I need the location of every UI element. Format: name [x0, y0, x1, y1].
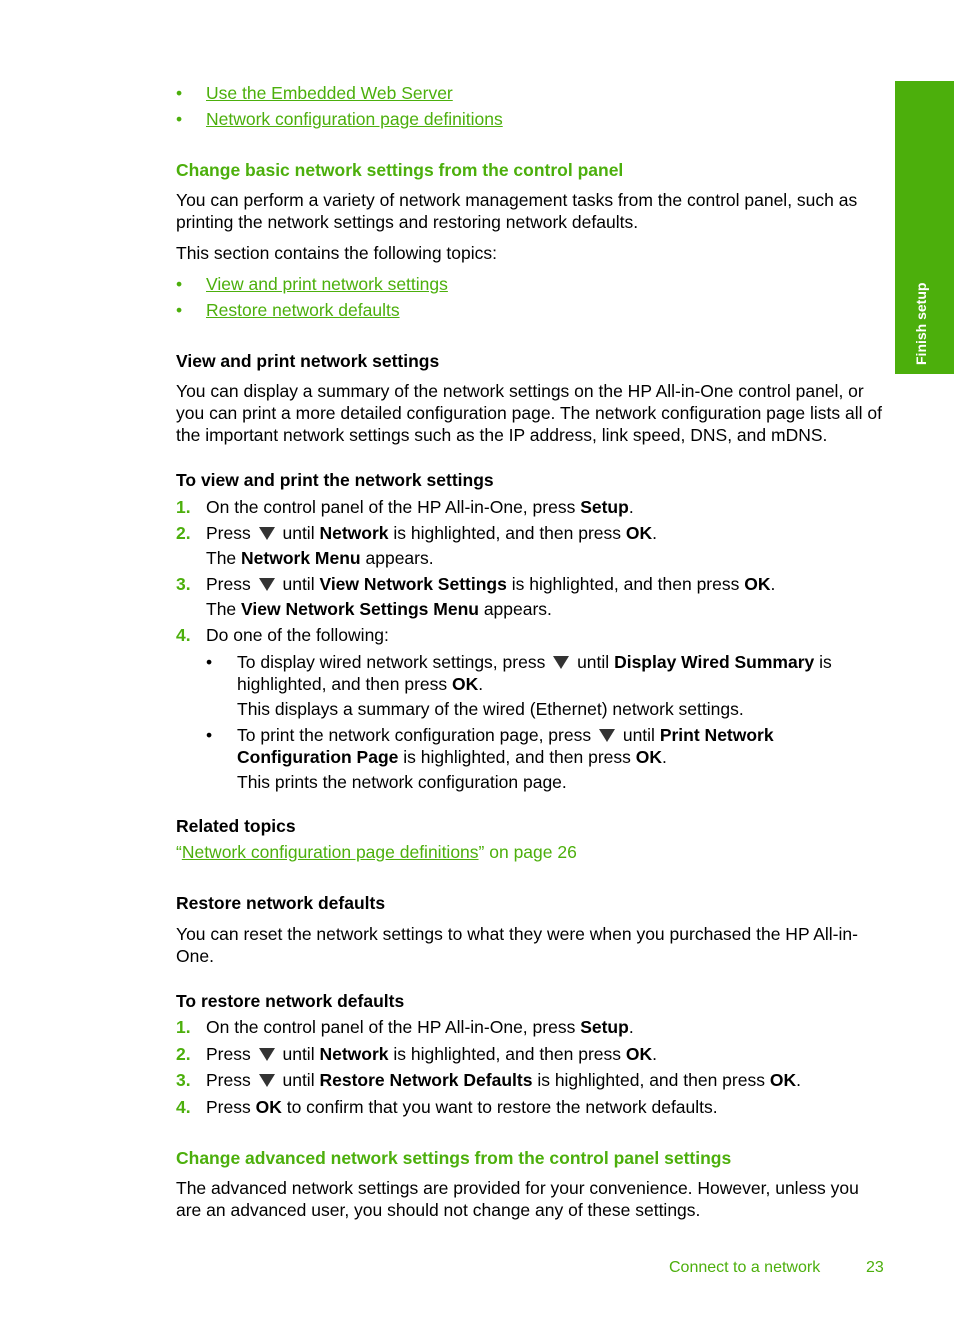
paragraph: You can display a summary of the network settings on the HP All-in-One control panel, or you can print a more detailed configuration page. The network configuration page lists all of the important network settings such as the IP address, link speed, DNS, and mDNS. — [176, 381, 882, 445]
step-number: 1. — [176, 1017, 191, 1037]
step-text: Press until Restore Network Defaults is highlighted, and then press OK. — [206, 1070, 801, 1090]
related-topic: “Network configuration page definitions” on page 26 — [176, 842, 577, 862]
link-network-config-definitions[interactable]: Network configuration page definitions — [206, 109, 503, 129]
paragraph: You can perform a variety of network management tasks from the control panel, such as printing the network settings and restoring network defaults. — [176, 190, 858, 232]
sub-step-text: To print the network configuration page, press until Print Network Configuration Page is highlighted, and then press OK. — [237, 725, 774, 767]
link-embedded-web-server[interactable]: Use the Embedded Web Server — [206, 83, 453, 103]
step-text: Press until View Network Settings is highlighted, and then press OK. — [206, 574, 776, 594]
sub-bullet: • — [206, 652, 213, 672]
down-arrow-icon — [599, 729, 615, 742]
paragraph: You can reset the network settings to what they were when you purchased the HP All-in-One. — [176, 924, 858, 966]
step-note: The Network Menu appears. — [206, 548, 434, 568]
link-network-config-definitions[interactable]: Network configuration page definitions — [181, 842, 479, 862]
related-topics-heading: Related topics — [176, 816, 296, 836]
step-number: 2. — [176, 1044, 191, 1064]
sub-step-note: This displays a summary of the wired (Ethernet) network settings. — [237, 699, 744, 719]
step-number: 3. — [176, 1070, 191, 1090]
footer-chapter: Connect to a network — [669, 1259, 821, 1276]
down-arrow-icon — [259, 578, 275, 591]
sub-step-text: To display wired network settings, press until Display Wired Summary is highlighted, and then press OK. — [237, 652, 832, 694]
side-tab-label: Finish setup — [913, 282, 929, 365]
subsection-heading: View and print network settings — [176, 351, 440, 371]
link-view-print-settings[interactable]: View and print network settings — [206, 274, 448, 294]
step-number: 3. — [176, 574, 191, 594]
bullet: • — [176, 274, 183, 294]
page-number: 23 — [866, 1259, 884, 1276]
down-arrow-icon — [259, 1048, 275, 1061]
step-text: Press OK to confirm that you want to restore the network defaults. — [206, 1097, 718, 1117]
step-text: Do one of the following: — [206, 625, 389, 645]
step-number: 4. — [176, 1097, 191, 1117]
step-number: 1. — [176, 497, 191, 517]
step-note: The View Network Settings Menu appears. — [206, 599, 552, 619]
step-text: Press until Network is highlighted, and then press OK. — [206, 523, 658, 543]
procedure-heading: To restore network defaults — [176, 991, 405, 1011]
step-number: 4. — [176, 625, 191, 645]
bullet: • — [176, 109, 183, 129]
down-arrow-icon — [259, 1074, 275, 1087]
step-number: 2. — [176, 523, 191, 543]
sub-bullet: • — [206, 725, 213, 745]
bullet: • — [176, 300, 183, 320]
sub-step-note: This prints the network configuration page. — [237, 772, 567, 792]
down-arrow-icon — [259, 527, 275, 540]
step-text: On the control panel of the HP All-in-One, press Setup. — [206, 497, 634, 517]
section-heading: Change advanced network settings from the control panel settings — [176, 1148, 732, 1168]
down-arrow-icon — [553, 656, 569, 669]
paragraph: The advanced network settings are provided for your convenience. However, unless you are an advanced user, you should not change any of these settings. — [176, 1178, 859, 1220]
link-restore-defaults[interactable]: Restore network defaults — [206, 300, 400, 320]
paragraph: This section contains the following topics: — [176, 243, 497, 263]
section-heading: Change basic network settings from the control panel — [176, 160, 624, 180]
bullet: • — [176, 83, 183, 103]
procedure-heading: To view and print the network settings — [176, 470, 494, 490]
step-text: On the control panel of the HP All-in-One, press Setup. — [206, 1017, 634, 1037]
subsection-heading: Restore network defaults — [176, 893, 386, 913]
step-text: Press until Network is highlighted, and then press OK. — [206, 1044, 658, 1064]
